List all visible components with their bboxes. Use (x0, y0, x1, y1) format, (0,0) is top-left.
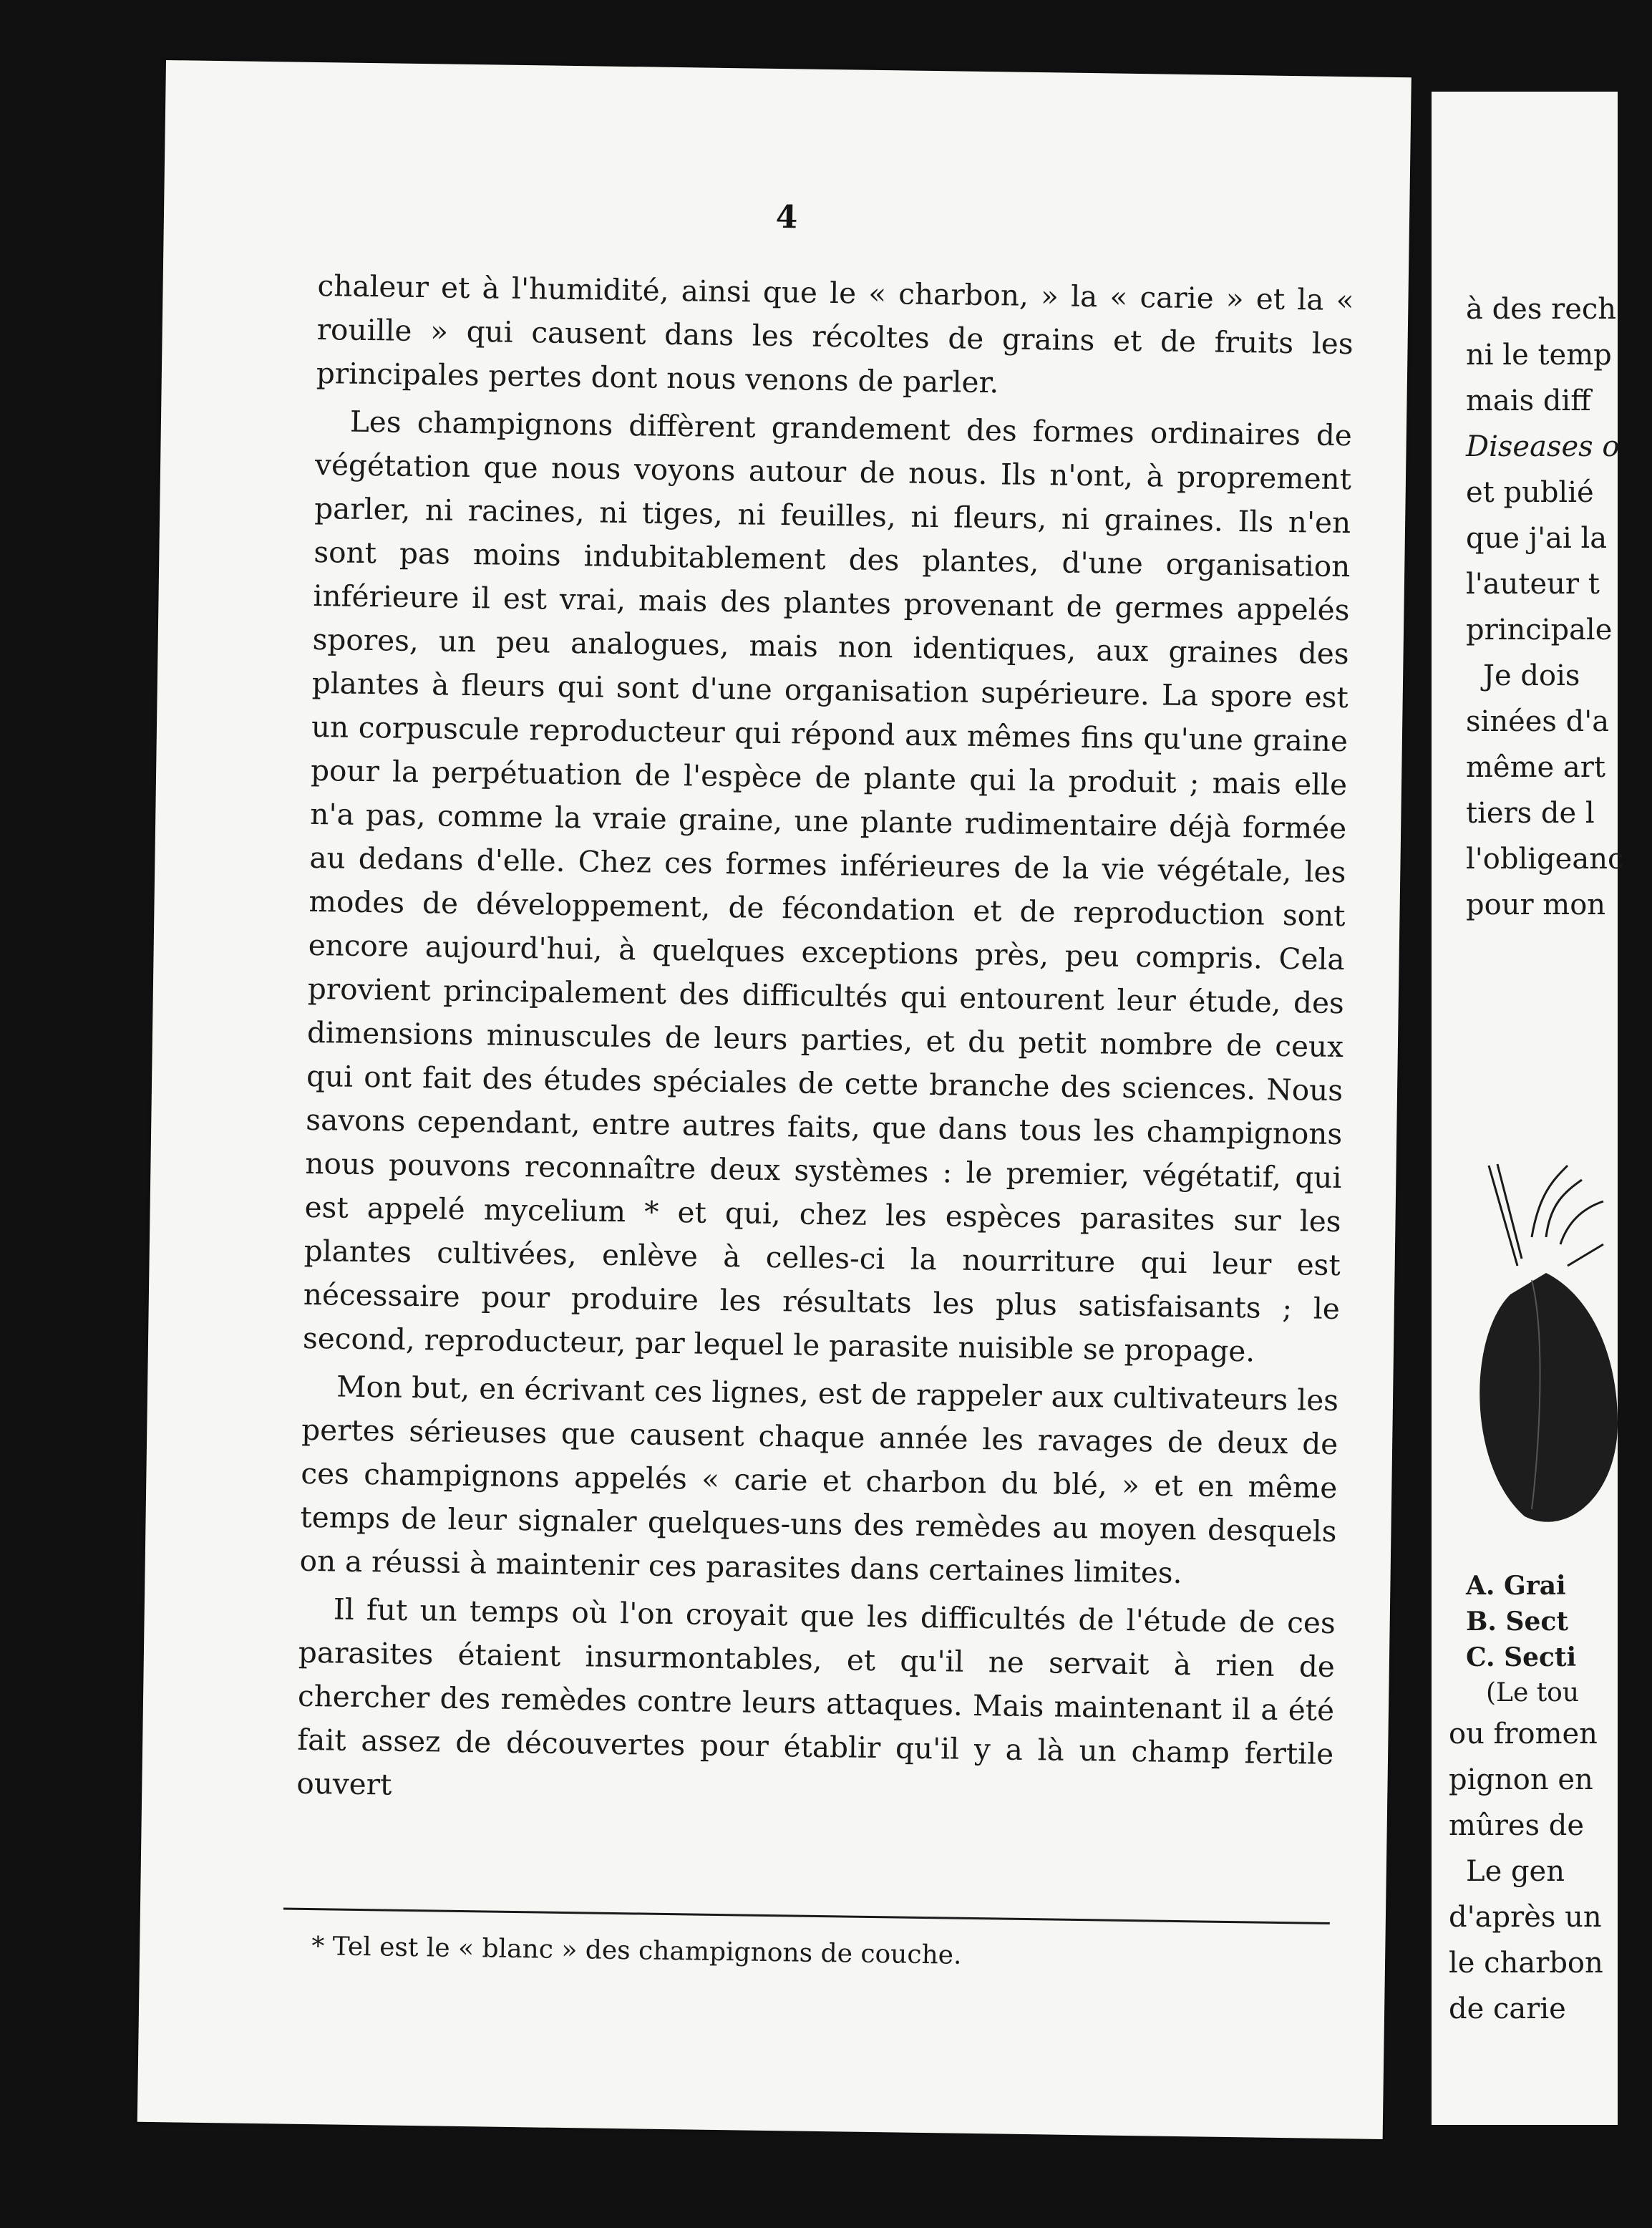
page-number: 4 (775, 198, 798, 236)
right-line: à des rech (1466, 293, 1617, 326)
right-line: Diseases o (1466, 430, 1620, 463)
right-line: tiers de l (1466, 797, 1595, 830)
footnote-rule (283, 1908, 1330, 1924)
right-page-text-top (1466, 286, 1652, 928)
caption-line: A. Grai (1466, 1571, 1566, 1601)
right-line: sinées d'a (1466, 705, 1610, 738)
right-line: ou fromen (1449, 1718, 1598, 1750)
left-page (137, 60, 1412, 2139)
right-line: l'auteur t (1466, 568, 1600, 601)
right-line: ni le temp (1466, 339, 1612, 372)
wheat-grain-illustration (1460, 1151, 1618, 1538)
right-line: Le gen (1466, 1855, 1565, 1888)
paragraph-4: Il fut un temps où l'on croyait que les difficultés de l'étude de ces parasites étaient insurmontables, et qu'il ne servait à rien de chercher des remèdes contre leurs attaques. Mais maintenant il a été fait assez de découvertes pour établir qu'il y a là un champ fertile ouvert (296, 1592, 1336, 1802)
caption-line: C. Secti (1466, 1642, 1577, 1672)
right-page-text-bottom (1449, 1711, 1635, 2032)
paragraph-1: chaleur et à l'humidité, ainsi que le « charbon, » la « carie » et la « rouille » qui causent dans les récoltes de grains et de fruits les principales pertes dont nous venons de parler. (316, 268, 1354, 400)
right-page (1432, 92, 1624, 2125)
right-line: et publié (1466, 476, 1594, 509)
right-line: pignon en (1449, 1763, 1593, 1796)
right-line: même art (1466, 751, 1605, 784)
right-line: de carie (1449, 1992, 1566, 2025)
right-line: pour mon (1466, 888, 1606, 921)
body-text (296, 264, 1354, 1824)
right-line: le charbon (1449, 1947, 1603, 1980)
right-line: mais diff (1466, 384, 1591, 417)
right-line: mûres de (1449, 1809, 1585, 1842)
paragraph-2: Les champignons diffèrent grandement des formes ordinaires de végétation que nous voyons autour de nous. Ils n'ont, à proprement parler, ni racines, ni tiges, ni feuilles, ni fleurs, ni graines. Ils n'en sont pas moins indubitablement des plantes, d'une organisation inférieure il est vrai, mais des plantes provenant de germes appelés spores, un peu analogues, mais non identiques, aux graines des plantes à fleurs qui sont d'une organisation supérieure. La spore est un corpuscule reproducteur qui répond aux mêmes fins qu'une graine pour la perpétuation de l'espèce de plante qui la produit ; mais elle n'a pas, comme la vraie graine, une plante rudimentaire déjà formée au dedans d'elle. Chez ces formes inférieures de la vie végétale, les modes de développement, de fécondation et de reproduction sont encore aujourd'hui, à quelques exceptions près, peu compris. Cela provient principalement des difficultés qui entourent leur étude, des dimensions minuscules de leurs parties, et du petit nombre de ceux qui ont fait des études spéciales de cette branche des sciences. Nous savons cependant, entre autres faits, que dans tous les champignons nous pouvons reconnaître deux systèmes : le premier, végétatif, qui est appelé mycelium * et qui, chez les espèces parasites sur les plantes cultivées, enlève à celles-ci la nourriture qui leur est nécessaire pour produire les résultats les plus satisfaisants ; le second, reproducteur, par lequel le parasite nuisible se propage. (302, 404, 1353, 1369)
right-line: Je dois (1483, 659, 1580, 692)
right-line: l'obligeanc (1466, 843, 1624, 876)
footnote: * Tel est le « blanc » des champignons de couche. (311, 1932, 962, 1970)
figure-caption (1466, 1568, 1652, 1711)
caption-line: (Le tou (1486, 1678, 1580, 1708)
right-line: d'après un (1449, 1901, 1602, 1934)
right-line: principale (1466, 614, 1613, 646)
paragraph-3: Mon but, en écrivant ces lignes, est de rappeler aux cultivateurs les pertes sérieuses que causent chaque année les ravages de deux de ces champignons appelés « carie et charbon du blé, » et en même temps de leur signaler quelques-uns des remèdes au moyen desquels on a réussi à maintenir ces parasites dans certaines limites. (299, 1369, 1339, 1591)
right-line: que j'ai la (1466, 522, 1608, 555)
caption-line: B. Sect (1466, 1607, 1568, 1637)
